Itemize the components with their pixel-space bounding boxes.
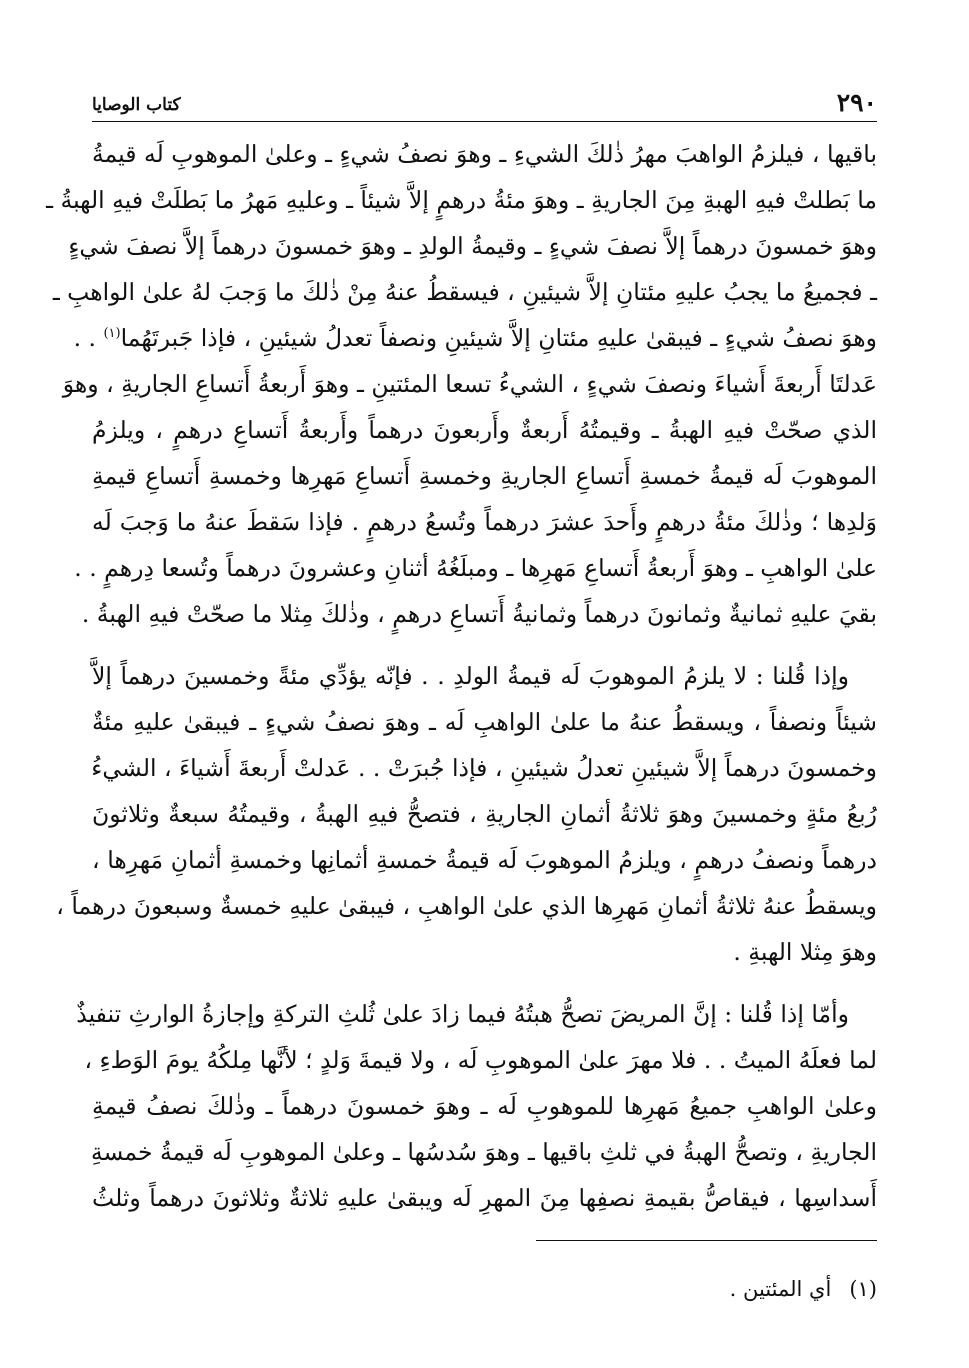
text-line: علىٰ الواهبِ ـ وهوَ أَربعةُ أَتساعِ مَهرِها ـ ومبلَغُهُ أثنانِ وعشرونَ درهماً وتُسعا دِرهمٍ . .: [74, 554, 877, 582]
body-text: [46, 131, 877, 1221]
text-line: ـ فجميعُ ما يجبُ عليهِ مئتانِ إلاَّ شيئينِ ، فيسقطُ عنهُ مِنْ ذٰلكَ ما وَجبَ لهُ علىٰ الواهبِ ـ: [52, 278, 877, 306]
text-line: وإذا قُلنا : لا يلزمُ الموهوبَ لَه قيمةُ الولدِ . . فإنّه يؤدِّي مئةً وخمسينَ درهماً إلاَّ: [92, 662, 849, 690]
footnote-reference[interactable]: (١): [103, 326, 121, 342]
text-line: بقيَ عليهِ ثمانيةٌ وثمانونَ درهماً وثمانيةُ أَتساعِ درهمٍ ، وذٰلكَ مِثلا ما صحّتْ فيهِ الهبةُ .: [81, 600, 877, 628]
text-line: باقيها ، فيلزمُ الواهبَ مهرُ ذٰلكَ الشيءِ ـ وهوَ نصفُ شيءٍ ـ وعلىٰ الموهوبِ لَه قيمةُ: [92, 140, 877, 168]
text-line: وأمّا إذا قُلنا : إنَّ المريضَ تصحُّ هبتُهُ فيما زادَ علىٰ ثُلثِ التركةِ وإجازةُ الوارثِ تنفيذٌ: [76, 1000, 849, 1028]
text-line-suffix: . .: [73, 324, 104, 352]
footnote-text: أي المئتين .: [729, 1277, 832, 1301]
paragraph-1: [46, 131, 877, 637]
footnote-divider: [536, 1240, 877, 1241]
text-line: عَدلتَا أَربعةَ أَشياءَ ونصفَ شيءٍ ، الشيءُ تسعا المئتينِ ـ وهوَ أَربعةُ أَتساعِ الجاريةِ ، وهوَ: [62, 370, 877, 398]
text-line: وَلدِها ؛ وذٰلكَ مئةُ درهمٍ وأَحدَ عشرَ درهماً وتُسعُ درهمٍ . فإذا سَقطَ عنهُ ما وَجبَ لَه: [92, 508, 877, 536]
text-line: وهوَ مِثلا الهبةِ .: [733, 938, 877, 966]
text-line: ما بَطلتْ فيهِ الهبةِ مِنَ الجاريةِ ـ وهوَ مئةُ درهمٍ إلاَّ شيئاً ـ وعليهِ مَهرُ ما بَطلَتْ فيهِ الهبةُ ـ: [46, 186, 877, 214]
text-line: ويسقطُ عنهُ ثلاثةُ أثمانِ مَهرِها الذي علىٰ الواهبِ ، فيبقىٰ عليهِ خمسةٌ وسبعونَ درهماً ،: [56, 892, 877, 920]
text-line: وعلىٰ الواهبِ جميعُ مَهرِها للموهوبِ لَه ـ وهوَ خمسونَ درهماً ـ وذٰلكَ نصفُ قيمةِ: [92, 1092, 877, 1120]
paragraph-gap: [92, 637, 877, 653]
text-line: الجاريةِ ، وتصحُّ الهبةُ في ثلثِ باقيها ـ وهوَ سُدسُها ـ وعلىٰ الموهوبِ لَه قيمةُ خمسةِ: [90, 1138, 877, 1166]
running-head: [92, 84, 877, 118]
text-line-body: وهوَ نصفُ شيءٍ ـ فيبقىٰ عليهِ مئتانِ إلاَّ شيئينِ ونصفاً تعدلُ شيئينِ ، فإذا جَبرتَهُما: [120, 324, 877, 352]
paragraph-gap: [92, 975, 877, 991]
paragraph-3: [76, 991, 877, 1221]
page-number: ٢٩٠: [836, 88, 877, 117]
text-line: أَسداسِها ، فيقاصُّ بقيمةِ نصفِها مِنَ المهرِ لَه ويبقىٰ عليهِ ثلاثةٌ وثلاثونَ درهماً وثلثُ: [92, 1184, 877, 1212]
text-line: وخمسونَ درهماً إلاَّ شيئينِ تعدلُ شيئينِ ، فإذا جُبرَتْ . . عَدلتْ أَربعةَ أَشياءَ ، الشيءُ: [91, 754, 877, 782]
text-line: شيئاً ونصفاً ، ويسقطُ عنهُ ما علىٰ الواهبِ لَه ـ وهوَ نصفُ شيءٍ ـ فيبقىٰ عليهِ مئةٌ: [92, 708, 877, 736]
header-divider: [92, 121, 877, 122]
book-title: كتاب الوصايا: [92, 95, 181, 115]
text-line: الذي صحّتْ فيهِ الهبةُ ـ وقيمتُهُ أَربعةٌ وأَربعونَ درهماً وأَربعةُ أَتساعِ درهمٍ ، ويلزمُ: [92, 416, 877, 444]
text-line: الموهوبَ لَه قيمةُ خمسةِ أَتساعِ الجاريةِ وخمسةِ أَتساعِ مَهرِها وخمسةِ أَتساعِ قيمةِ: [92, 462, 877, 490]
footnote-marker: (١): [849, 1277, 877, 1301]
text-line-with-footnote: [73, 315, 877, 361]
text-line: وهوَ خمسونَ درهماً إلاَّ نصفَ شيءٍ ـ وقيمةُ الولدِ ـ وهوَ خمسونَ درهماً إلاَّ نصفَ شيءٍ: [68, 232, 877, 260]
footnote: [92, 1273, 877, 1305]
text-line: رُبعُ مئةٍ وخمسينَ وهوَ ثلاثةُ أثمانِ الجاريةِ ، فتصحُّ فيهِ الهبةُ ، وقيمتُهُ سبعةٌ وثلاثونَ: [92, 800, 877, 828]
text-line: درهماً ونصفُ درهمٍ ، ويلزمُ الموهوبَ لَه قيمةُ خمسةِ أثمانِها وخمسةِ أثمانِ مَهرِها ،: [92, 846, 877, 874]
text-line: لما فعلَهُ الميتُ . . فلا مهرَ علىٰ الموهوبِ لَه ، ولا قيمةَ وَلدٍ ؛ لأنَّها مِلكُهُ يومَ الوَطءِ ،: [84, 1046, 877, 1074]
paragraph-2: [56, 653, 877, 975]
